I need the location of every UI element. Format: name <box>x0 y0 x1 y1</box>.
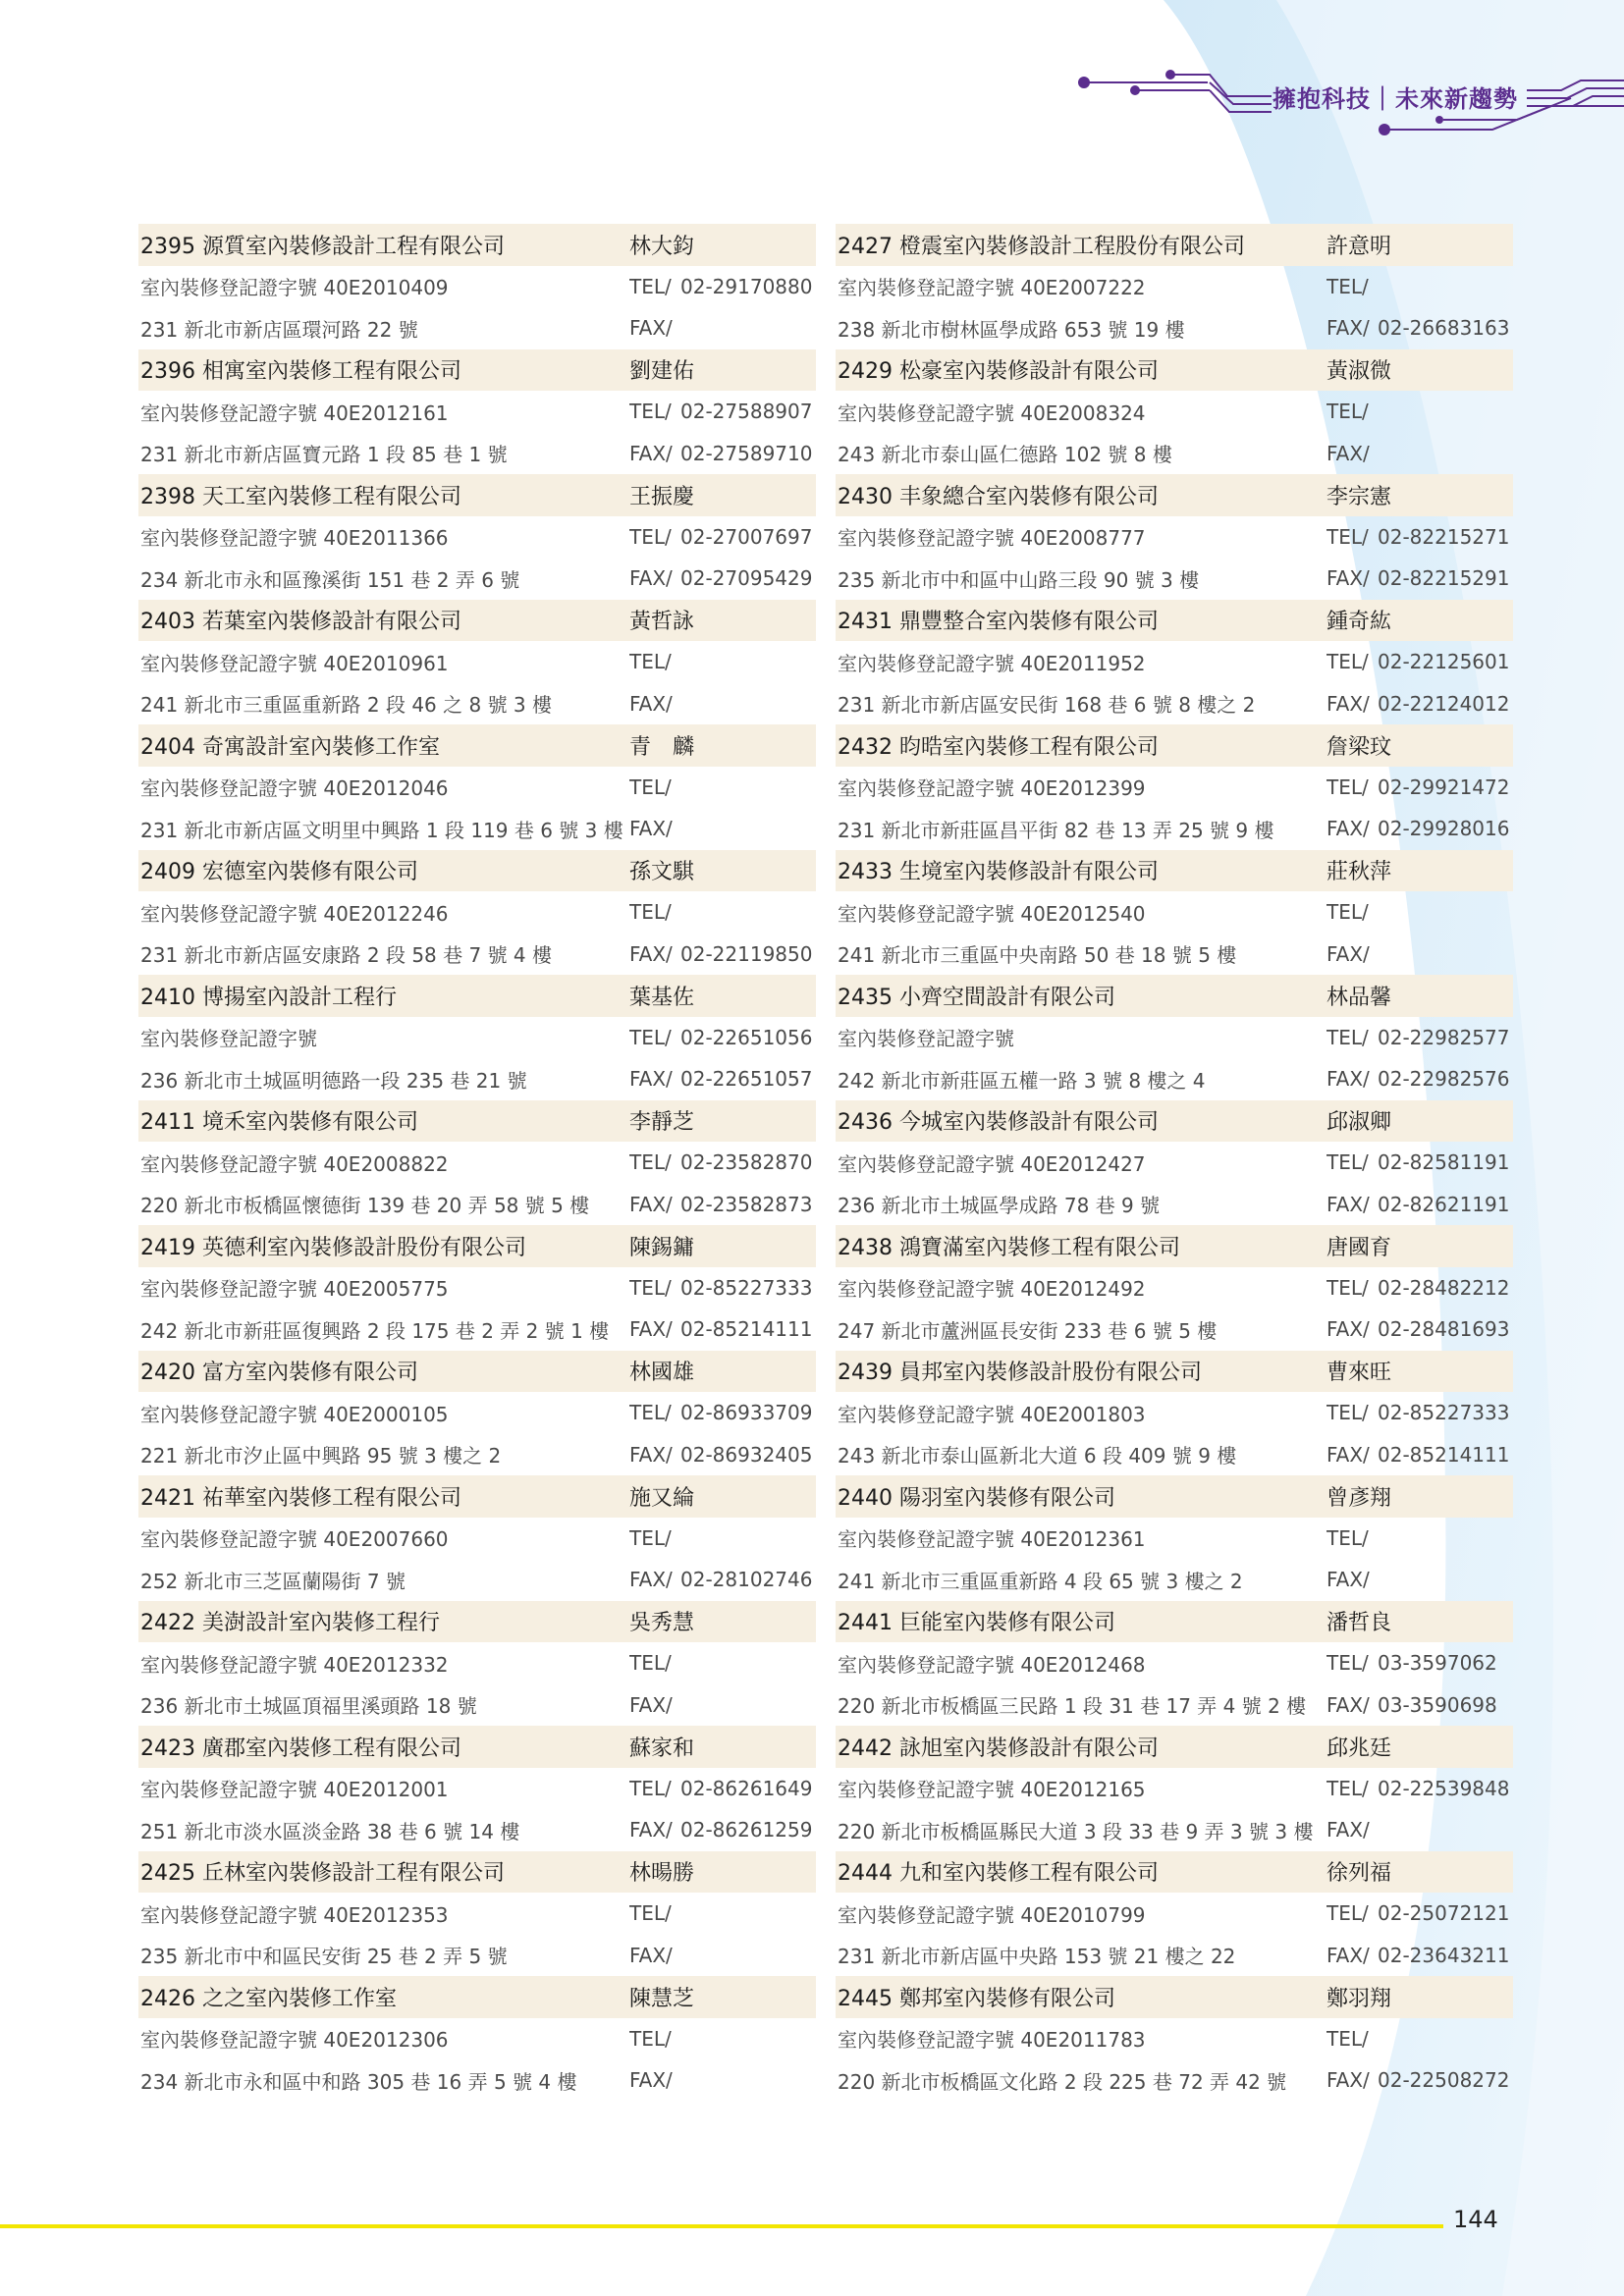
fax-label: FAX/ <box>1326 1818 1370 1842</box>
fax-label: FAX/ <box>629 1442 673 1467</box>
company-title: 2441 巨能室內裝修有限公司 <box>838 1611 1115 1636</box>
company-entry <box>836 1351 1513 1476</box>
company-title: 2396 相寓室內裝修工程有限公司 <box>140 359 461 385</box>
tel-label: TEL/ <box>629 1901 672 1926</box>
company-entry <box>138 724 816 850</box>
company-title: 2430 丰象總合室內裝修有限公司 <box>838 484 1159 509</box>
registration-number: 室內裝修登記證字號 <box>838 1027 1014 1051</box>
registration-number: 室內裝修登記證字號 40E2008777 <box>838 526 1146 551</box>
contact-person: 陳錫鏞 <box>629 1235 695 1260</box>
fax-value: 02-22124012 <box>1378 691 1510 716</box>
contact-person: 曾彥翔 <box>1326 1485 1392 1511</box>
tel-label: TEL/ <box>1326 2026 1369 2051</box>
company-address: 231 新北市新店區環河路 22 號 <box>140 317 418 342</box>
fax-value: 02-86261259 <box>680 1818 813 1842</box>
registration-number: 室內裝修登記證字號 40E2005775 <box>140 1277 449 1302</box>
company-entry <box>138 1726 816 1851</box>
fax-value: 02-82621191 <box>1378 1192 1510 1216</box>
company-title: 2422 美澍設計室內裝修工程行 <box>140 1611 440 1636</box>
company-title: 2438 鴻寶滿室內裝修工程有限公司 <box>838 1235 1180 1260</box>
registration-number: 室內裝修登記證字號 40E2012332 <box>140 1652 449 1677</box>
fax-label: FAX/ <box>1326 2068 1370 2093</box>
tel-value: 02-22651056 <box>680 1025 813 1049</box>
company-title: 2440 陽羽室內裝修有限公司 <box>838 1485 1115 1511</box>
fax-value: 02-82215291 <box>1378 566 1510 591</box>
contact-person: 林品馨 <box>1326 985 1392 1010</box>
contact-person: 詹梁玟 <box>1326 734 1392 760</box>
company-title: 2421 祐華室內裝修工程有限公司 <box>140 1485 461 1511</box>
fax-label: FAX/ <box>629 691 673 716</box>
fax-label: FAX/ <box>1326 1568 1370 1592</box>
company-address: 247 新北市蘆洲區長安街 233 巷 6 號 5 樓 <box>838 1318 1218 1343</box>
company-address: 220 新北市板橋區文化路 2 段 225 巷 72 弄 42 號 <box>838 2069 1287 2094</box>
tel-label: TEL/ <box>629 1401 672 1425</box>
tel-label: TEL/ <box>1326 1275 1369 1300</box>
contact-person: 王振慶 <box>629 484 695 509</box>
contact-person: 唐國育 <box>1326 1235 1392 1260</box>
company-address: 243 新北市泰山區新北大道 6 段 409 號 9 樓 <box>838 1444 1237 1468</box>
tel-label: TEL/ <box>629 1025 672 1049</box>
registration-number: 室內裝修登記證字號 40E2007660 <box>140 1527 449 1552</box>
fax-label: FAX/ <box>1326 817 1370 841</box>
tel-label: TEL/ <box>629 524 672 549</box>
contact-person: 陳慧芝 <box>629 1986 695 2011</box>
tel-label: TEL/ <box>629 274 672 298</box>
company-address: 235 新北市中和區民安街 25 巷 2 弄 5 號 <box>140 1945 508 1969</box>
contact-person: 黃淑微 <box>1326 359 1392 385</box>
company-address: 242 新北市新莊區復興路 2 段 175 巷 2 弄 2 號 1 樓 <box>140 1318 610 1343</box>
tel-value: 02-22539848 <box>1378 1776 1510 1800</box>
tel-label: TEL/ <box>629 1150 672 1175</box>
fax-value: 02-85214111 <box>1378 1442 1510 1467</box>
contact-person: 李靜芝 <box>629 1110 695 1136</box>
contact-person: 潘哲良 <box>1326 1611 1392 1636</box>
contact-person: 孫文騏 <box>629 860 695 885</box>
company-title: 2423 廣郡室內裝修工程有限公司 <box>140 1735 461 1761</box>
fax-value: 02-26683163 <box>1378 316 1510 341</box>
company-address: 231 新北市新店區文明里中興路 1 段 119 巷 6 號 3 樓 <box>140 818 623 842</box>
company-address: 242 新北市新莊區五權一路 3 號 8 樓之 4 <box>838 1068 1206 1093</box>
page-number: 144 <box>1453 2206 1498 2233</box>
company-address: 221 新北市汐止區中興路 95 號 3 樓之 2 <box>140 1444 502 1468</box>
tel-value: 02-82581191 <box>1378 1150 1510 1175</box>
tel-label: TEL/ <box>629 900 672 925</box>
fax-label: FAX/ <box>629 441 673 465</box>
contact-person: 吳秀慧 <box>629 1611 695 1636</box>
registration-number: 室內裝修登記證字號 40E2011366 <box>140 526 449 551</box>
company-entry <box>138 1976 816 2102</box>
fax-value: 02-23643211 <box>1378 1943 1510 1967</box>
company-address: 220 新北市板橋區懷德街 139 巷 20 弄 58 號 5 樓 <box>140 1194 590 1218</box>
contact-person: 葉基佐 <box>629 985 695 1010</box>
company-entry <box>836 724 1513 850</box>
tel-value: 02-29921472 <box>1378 774 1510 799</box>
contact-person: 邱淑卿 <box>1326 1110 1392 1136</box>
company-title: 2445 鄭邦室內裝修有限公司 <box>838 1986 1115 2011</box>
company-address: 231 新北市新店區安民街 168 巷 6 號 8 樓之 2 <box>838 693 1256 718</box>
tel-value: 02-86261649 <box>680 1776 813 1800</box>
company-entry <box>138 349 816 475</box>
tel-label: TEL/ <box>1326 1901 1369 1926</box>
company-address: 235 新北市中和區中山路三段 90 號 3 樓 <box>838 567 1200 592</box>
registration-number: 室內裝修登記證字號 <box>140 1027 317 1051</box>
tel-label: TEL/ <box>629 1525 672 1550</box>
company-title: 2432 昀晧室內裝修工程有限公司 <box>838 734 1159 760</box>
registration-number: 室內裝修登記證字號 40E2012353 <box>140 1902 449 1927</box>
tel-label: TEL/ <box>629 1275 672 1300</box>
registration-number: 室內裝修登記證字號 40E2012399 <box>838 776 1146 801</box>
company-title: 2420 富方室內裝修有限公司 <box>140 1361 418 1386</box>
company-address: 234 新北市永和區豫溪街 151 巷 2 弄 6 號 <box>140 567 520 592</box>
fax-label: FAX/ <box>629 1818 673 1842</box>
fax-label: FAX/ <box>1326 1692 1370 1717</box>
contact-person: 施又綸 <box>629 1485 695 1511</box>
company-entry <box>836 224 1513 349</box>
tel-label: TEL/ <box>629 1776 672 1800</box>
fax-value: 02-22982576 <box>1378 1067 1510 1092</box>
company-title: 2442 詠旭室內裝修設計有限公司 <box>838 1735 1159 1761</box>
tel-value: 02-28482212 <box>1378 1275 1510 1300</box>
contact-person: 李宗憲 <box>1326 484 1392 509</box>
fax-label: FAX/ <box>1326 691 1370 716</box>
tel-label: TEL/ <box>1326 524 1369 549</box>
contact-person: 林國雄 <box>629 1361 695 1386</box>
fax-value: 02-28481693 <box>1378 1317 1510 1342</box>
registration-number: 室內裝修登記證字號 40E2010799 <box>838 1902 1146 1927</box>
registration-number: 室內裝修登記證字號 40E2012306 <box>140 2028 449 2053</box>
contact-person: 黃哲詠 <box>629 610 695 635</box>
tel-value: 02-82215271 <box>1378 524 1510 549</box>
registration-number: 室內裝修登記證字號 40E2012492 <box>838 1277 1146 1302</box>
contact-person: 蘇家和 <box>629 1735 695 1761</box>
fax-label: FAX/ <box>1326 316 1370 341</box>
company-entry <box>836 1976 1513 2102</box>
company-address: 231 新北市新店區安康路 2 段 58 巷 7 號 4 樓 <box>140 943 553 968</box>
company-address: 243 新北市泰山區仁德路 102 號 8 樓 <box>838 443 1172 467</box>
tel-label: TEL/ <box>1326 274 1369 298</box>
contact-person: 許意明 <box>1326 234 1392 259</box>
contact-person: 曹來旺 <box>1326 1361 1392 1386</box>
tel-label: TEL/ <box>629 2026 672 2051</box>
company-title: 2395 源質室內裝修設計工程有限公司 <box>140 234 505 259</box>
fax-label: FAX/ <box>629 566 673 591</box>
fax-label: FAX/ <box>629 1067 673 1092</box>
registration-number: 室內裝修登記證字號 40E2000105 <box>140 1402 449 1426</box>
company-address: 231 新北市新店區寶元路 1 段 85 巷 1 號 <box>140 443 508 467</box>
fax-value: 02-22119850 <box>680 941 813 966</box>
registration-number: 室內裝修登記證字號 40E2012246 <box>140 901 449 926</box>
tel-label: TEL/ <box>629 774 672 799</box>
company-entry <box>138 1475 816 1601</box>
fax-label: FAX/ <box>1326 1943 1370 1967</box>
fax-value: 02-23582873 <box>680 1192 813 1216</box>
fax-label: FAX/ <box>629 941 673 966</box>
directory-column-left <box>138 224 816 2102</box>
company-entry <box>836 975 1513 1100</box>
directory-column-right <box>836 224 1513 2102</box>
tel-label: TEL/ <box>1326 1401 1369 1425</box>
fax-value: 02-22508272 <box>1378 2068 1510 2093</box>
company-address: 236 新北市土城區學成路 78 巷 9 號 <box>838 1194 1161 1218</box>
fax-label: FAX/ <box>629 1692 673 1717</box>
tel-value: 02-27007697 <box>680 524 813 549</box>
fax-label: FAX/ <box>1326 1317 1370 1342</box>
company-address: 220 新北市板橋區三民路 1 段 31 巷 17 弄 4 號 2 樓 <box>838 1694 1307 1719</box>
registration-number: 室內裝修登記證字號 40E2012361 <box>838 1527 1146 1552</box>
fax-label: FAX/ <box>1326 1192 1370 1216</box>
company-title: 2404 奇寓設計室內裝修工作室 <box>140 734 440 760</box>
fax-label: FAX/ <box>629 1568 673 1592</box>
registration-number: 室內裝修登記證字號 40E2010961 <box>140 651 449 675</box>
tel-value: 02-27588907 <box>680 400 813 424</box>
company-address: 252 新北市三芝區蘭陽街 7 號 <box>140 1569 406 1593</box>
company-address: 251 新北市淡水區淡金路 38 巷 6 號 14 樓 <box>140 1819 520 1843</box>
registration-number: 室內裝修登記證字號 40E2008822 <box>140 1151 449 1176</box>
registration-number: 室內裝修登記證字號 40E2010409 <box>140 276 449 300</box>
fax-value: 02-28102746 <box>680 1568 813 1592</box>
company-title: 2429 松豪室內裝修設計有限公司 <box>838 359 1159 385</box>
tel-value: 02-85227333 <box>1378 1401 1510 1425</box>
company-title: 2427 橙震室內裝修設計工程股份有限公司 <box>838 234 1245 259</box>
company-title: 2398 天工室內裝修工程有限公司 <box>140 484 461 509</box>
company-title: 2439 員邦室內裝修設計股份有限公司 <box>838 1361 1202 1386</box>
company-title: 2410 博揚室內設計工程行 <box>140 985 397 1010</box>
registration-number: 室內裝修登記證字號 40E2011952 <box>838 651 1146 675</box>
company-entry <box>836 850 1513 976</box>
company-address: 241 新北市三重區重新路 4 段 65 號 3 樓之 2 <box>838 1569 1243 1593</box>
tel-label: TEL/ <box>1326 1776 1369 1800</box>
company-address: 231 新北市新店區中央路 153 號 21 樓之 22 <box>838 1945 1236 1969</box>
tel-label: TEL/ <box>1326 1025 1369 1049</box>
company-title: 2431 鼎豐整合室內裝修有限公司 <box>838 610 1159 635</box>
tel-value: 02-22982577 <box>1378 1025 1510 1049</box>
tel-value: 02-25072121 <box>1378 1901 1510 1926</box>
company-entry <box>836 600 1513 725</box>
company-title: 2444 九和室內裝修工程有限公司 <box>838 1861 1159 1887</box>
tel-value: 03-3597062 <box>1378 1651 1497 1676</box>
company-entry <box>836 1225 1513 1351</box>
contact-person: 劉建佑 <box>629 359 695 385</box>
registration-number: 室內裝修登記證字號 40E2008324 <box>838 400 1146 425</box>
company-entry <box>138 850 816 976</box>
company-address: 241 新北市三重區重新路 2 段 46 之 8 號 3 樓 <box>140 693 553 718</box>
fax-label: FAX/ <box>629 1943 673 1967</box>
tel-value: 02-29170880 <box>680 274 813 298</box>
company-entry <box>138 474 816 600</box>
contact-person: 鄭羽翔 <box>1326 1986 1392 2011</box>
fax-label: FAX/ <box>1326 1442 1370 1467</box>
fax-label: FAX/ <box>629 817 673 841</box>
company-entry <box>138 600 816 725</box>
registration-number: 室內裝修登記證字號 40E2007222 <box>838 276 1146 300</box>
fax-label: FAX/ <box>629 2068 673 2093</box>
fax-label: FAX/ <box>629 1192 673 1216</box>
fax-value: 02-85214111 <box>680 1317 813 1342</box>
registration-number: 室內裝修登記證字號 40E2012001 <box>140 1778 449 1802</box>
company-title: 2436 今城室內裝修設計有限公司 <box>838 1110 1159 1136</box>
company-title: 2426 之之室內裝修工作室 <box>140 1986 397 2011</box>
company-entry <box>138 1601 816 1727</box>
company-entry <box>138 1351 816 1476</box>
fax-label: FAX/ <box>1326 941 1370 966</box>
registration-number: 室內裝修登記證字號 40E2012161 <box>140 400 449 425</box>
company-entry <box>836 1475 1513 1601</box>
contact-person: 邱兆廷 <box>1326 1735 1392 1761</box>
company-entry <box>138 1225 816 1351</box>
fax-label: FAX/ <box>1326 566 1370 591</box>
fax-label: FAX/ <box>1326 441 1370 465</box>
company-title: 2419 英德利室內裝修設計股份有限公司 <box>140 1235 526 1260</box>
fax-value: 02-22651057 <box>680 1067 813 1092</box>
company-title: 2403 若葉室內裝修設計有限公司 <box>140 610 461 635</box>
tel-value: 02-86933709 <box>680 1401 813 1425</box>
registration-number: 室內裝修登記證字號 40E2011783 <box>838 2028 1146 2053</box>
registration-number: 室內裝修登記證字號 40E2001803 <box>838 1402 1146 1426</box>
company-entry <box>138 224 816 349</box>
tel-label: TEL/ <box>629 400 672 424</box>
company-address: 220 新北市板橋區縣民大道 3 段 33 巷 9 弄 3 號 3 樓 <box>838 1819 1314 1843</box>
fax-value: 02-27095429 <box>680 566 813 591</box>
registration-number: 室內裝修登記證字號 40E2012427 <box>838 1151 1146 1176</box>
contact-person: 鍾奇紘 <box>1326 610 1392 635</box>
tel-label: TEL/ <box>1326 1525 1369 1550</box>
company-address: 231 新北市新莊區昌平街 82 巷 13 弄 25 號 9 樓 <box>838 818 1274 842</box>
company-entry <box>836 1100 1513 1226</box>
fax-label: FAX/ <box>1326 1067 1370 1092</box>
tel-label: TEL/ <box>1326 400 1369 424</box>
tel-value: 02-85227333 <box>680 1275 813 1300</box>
tel-label: TEL/ <box>629 1651 672 1676</box>
company-address: 238 新北市樹林區學成路 653 號 19 樓 <box>838 317 1185 342</box>
contact-person: 青 麟 <box>629 734 695 760</box>
fax-value: 02-86932405 <box>680 1442 813 1467</box>
company-title: 2435 小齊空間設計有限公司 <box>838 985 1115 1010</box>
contact-person: 莊秋萍 <box>1326 860 1392 885</box>
registration-number: 室內裝修登記證字號 40E2012046 <box>140 776 449 801</box>
tel-label: TEL/ <box>1326 774 1369 799</box>
tel-label: TEL/ <box>1326 650 1369 674</box>
company-entry <box>836 349 1513 475</box>
tel-value: 02-23582870 <box>680 1150 813 1175</box>
company-entry <box>138 1100 816 1226</box>
fax-value: 02-29928016 <box>1378 817 1510 841</box>
tel-label: TEL/ <box>1326 1150 1369 1175</box>
company-entry <box>836 1601 1513 1727</box>
company-title: 2425 丘林室內裝修設計工程有限公司 <box>140 1861 505 1887</box>
fax-label: FAX/ <box>629 316 673 341</box>
company-entry <box>138 1851 816 1977</box>
company-title: 2409 宏德室內裝修有限公司 <box>140 860 418 885</box>
company-address: 236 新北市土城區明德路一段 235 巷 21 號 <box>140 1068 527 1093</box>
tel-value: 02-22125601 <box>1378 650 1510 674</box>
header-title: 擁抱科技｜未來新趨勢 <box>1272 85 1518 113</box>
company-entry <box>836 1726 1513 1851</box>
company-entry <box>138 975 816 1100</box>
registration-number: 室內裝修登記證字號 40E2012540 <box>838 901 1146 926</box>
tel-label: TEL/ <box>1326 900 1369 925</box>
company-entry <box>836 474 1513 600</box>
company-address: 241 新北市三重區中央南路 50 巷 18 號 5 樓 <box>838 943 1237 968</box>
company-title: 2411 境禾室內裝修有限公司 <box>140 1110 418 1136</box>
fax-value: 03-3590698 <box>1378 1692 1497 1717</box>
registration-number: 室內裝修登記證字號 40E2012165 <box>838 1778 1146 1802</box>
company-address: 236 新北市土城區頂福里溪頭路 18 號 <box>140 1694 477 1719</box>
company-title: 2433 生境室內裝修設計有限公司 <box>838 860 1159 885</box>
registration-number: 室內裝修登記證字號 40E2012468 <box>838 1652 1146 1677</box>
contact-person: 林大鈞 <box>629 234 695 259</box>
contact-person: 徐列福 <box>1326 1861 1392 1887</box>
company-address: 234 新北市永和區中和路 305 巷 16 弄 5 號 4 樓 <box>140 2069 577 2094</box>
fax-value: 02-27589710 <box>680 441 813 465</box>
fax-label: FAX/ <box>629 1317 673 1342</box>
company-entry <box>836 1851 1513 1977</box>
contact-person: 林暘勝 <box>629 1861 695 1887</box>
tel-label: TEL/ <box>629 650 672 674</box>
tel-label: TEL/ <box>1326 1651 1369 1676</box>
